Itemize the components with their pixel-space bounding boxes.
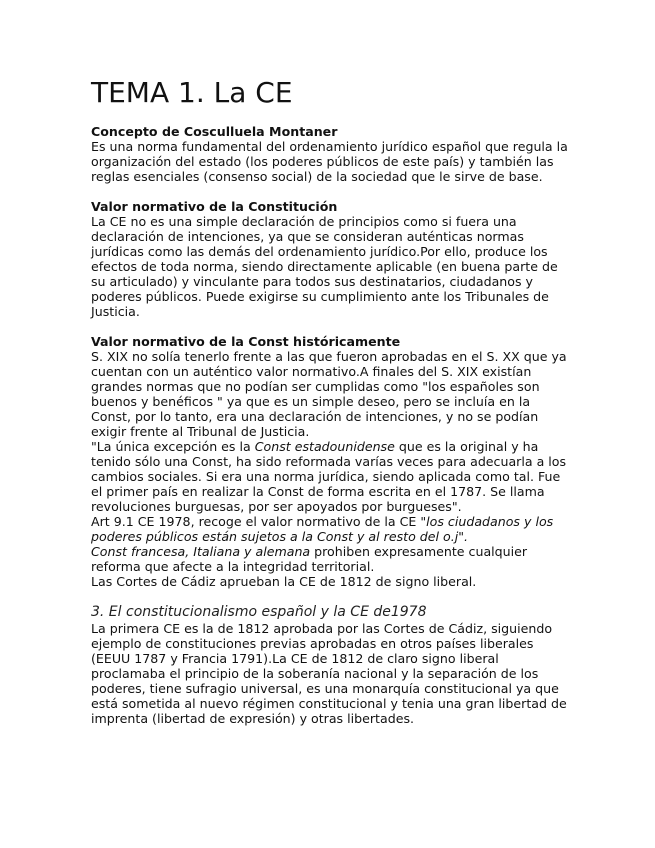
section-heading-constitucionalismo: 3. El constitucionalismo español y la CE de1978: [91, 604, 427, 620]
text-run-italic: Const estadounidense: [254, 439, 395, 454]
paragraph-art-9-1: [91, 514, 571, 544]
section-heading-historico: Valor normativo de la Const históricamente: [91, 334, 401, 349]
spacer: [91, 184, 571, 199]
text-run: que es la original y ha tenido sólo una Const, ha sido reformada varías veces para adecuarla a los cambios sociales. Si era una norma jurídica, siendo aplicada como tal. Fue el primer país en realizar la Const de forma escrita en el 1787. Se llama revoluciones burguesas, por ser apoyados por burgueses".: [91, 439, 567, 514]
section-body-constitucionalismo: La primera CE es la de 1812 aprobada por las Cortes de Cádiz, siguiendo ejemplo de constituciones previas aprobadas en otros países liberales (EEUU 1787 y Francia 1791).La CE de 1812 de claro signo liberal proclamaba el principio de la soberanía nacional y la separación de los poderes, tiene sufragio universal, es una monarquía constitucional ya que está sometida al nuevo régimen constitucional y tenia una gran libertad de imprenta (libertad de expresión) y otras libertades.: [91, 621, 567, 726]
document-page: [91, 76, 571, 726]
section-heading-valor-normativo: Valor normativo de la Constitución: [91, 199, 338, 214]
section-cosculluela: [91, 124, 571, 184]
section-body-valor-normativo: La CE no es una simple declaración de principios como si fuera una declaración de intenciones, ya que se consideran auténticas normas jurídicas como las demás del ordenamiento jurídico.Por ello, produce los efectos de toda norma, siendo directamente aplicable (en buena parte de su articulado) y vinculante para todos sus destinatarios, ciudadanos y poderes públicos. Puede exigirse su cumplimiento ante los Tribunales de Justicia.: [91, 214, 558, 319]
section-body-concepto: Es una norma fundamental del ordenamiento jurídico español que regula la organización del estado (los poderes públicos de este país) y también las reglas esenciales (consenso social) de la sociedad que le sirve de base.: [91, 139, 568, 184]
spacer: [91, 319, 571, 334]
text-run: prohiben expresamente cualquier reforma que afecte a la integridad territorial.: [91, 544, 528, 574]
text-run-italic: "los ciudadanos y los poderes públicos están sujetos a la Const y al resto del o.j".: [91, 514, 554, 544]
paragraph-siglo-xix: S. XIX no solía tenerlo frente a las que fueron aprobadas en el S. XX que ya cuentan con un auténtico valor normativo.A finales del S. XIX existían grandes normas que no podían ser cumplidas como "los españoles son buenos y benéficos " ya que es un simple deseo, pero se incluía en la Const, por lo tanto, era una declaración de intenciones, y no se podían exigir frente al Tribunal de Justicia.: [91, 349, 567, 439]
spacer: [91, 589, 571, 604]
document-title: TEMA 1. La CE: [91, 76, 293, 109]
section-valor-normativo: [91, 199, 571, 319]
section-heading-concepto: Concepto de Cosculluela Montaner: [91, 124, 338, 139]
section-constitucionalismo: [91, 604, 571, 726]
section-historico: [91, 334, 571, 589]
text-run: Art 9.1 CE 1978, recoge el valor normativo de la CE: [91, 514, 421, 529]
text-run-italic: Const francesa, Italiana y alemana: [91, 544, 311, 559]
paragraph-excepcion: [91, 439, 571, 514]
paragraph-const-europeas: [91, 544, 571, 574]
text-run: "La única excepción es la: [91, 439, 255, 454]
paragraph-cortes-cadiz: Las Cortes de Cádiz aprueban la CE de 1812 de signo liberal.: [91, 574, 477, 589]
